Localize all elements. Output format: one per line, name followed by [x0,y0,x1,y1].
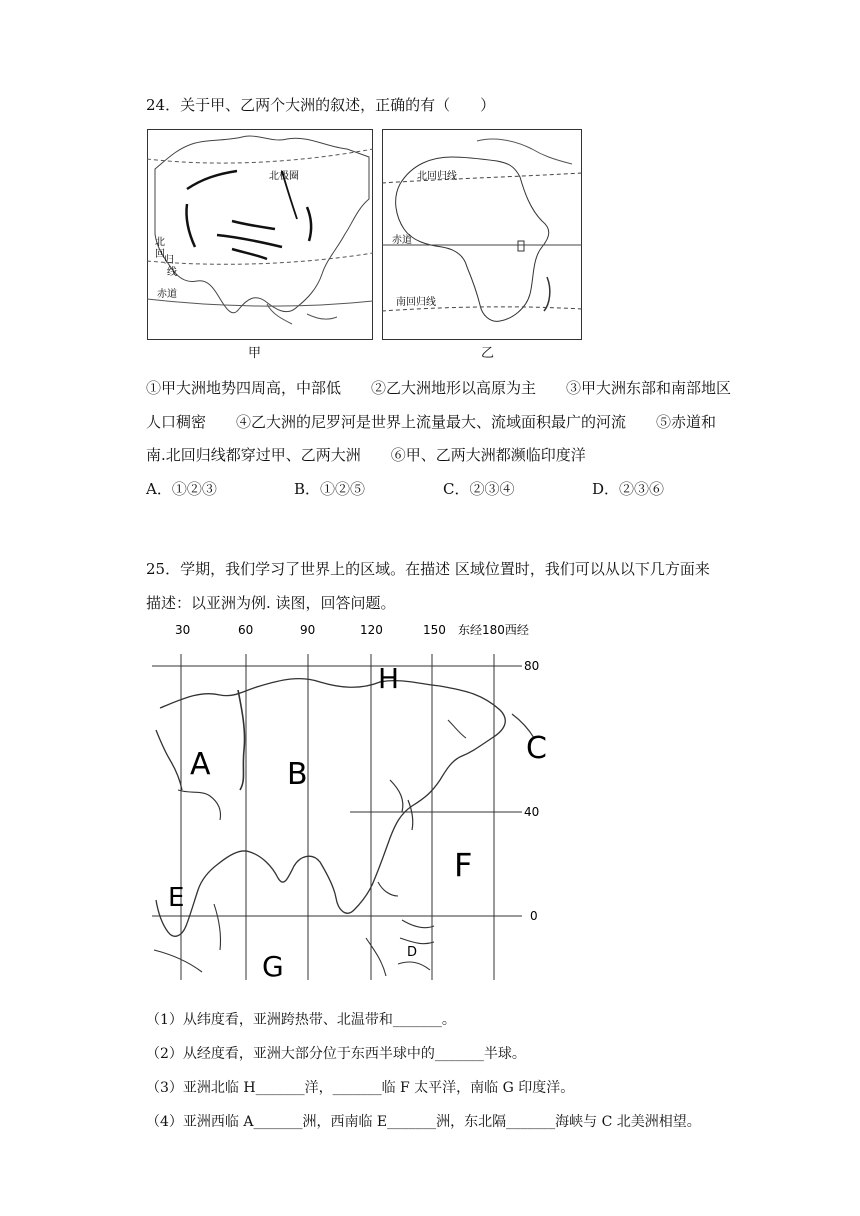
lat-label-40: 40 [524,805,540,819]
sub-question-3: （3）亚洲北临 H_______洋，_______临 F 太平洋，南临 G 印度洋。 [146,1080,575,1096]
lon-label-90: 90 [300,623,316,637]
lon-label-180: 东经180西经 [458,623,529,637]
region-label-c: C [526,731,547,766]
region-label-f: F [454,846,473,884]
lat-label-80: 80 [524,659,540,673]
tropic-label-1: 北 [155,237,165,248]
region-label-e: E [168,883,185,913]
statement-line-2: 人口稠密 ④乙大洲的尼罗河是世界上流量最大、流域面积最广的河流 ⑤赤道和 [146,413,717,431]
option-d: D．②③⑥ [592,480,665,498]
equator-label-jia: 赤道 [157,289,177,300]
question-25-intro-2: 描述：以亚洲为例. 读图，回答问题。 [146,594,396,612]
lat-label-0: 0 [530,909,538,923]
tropic-s-label-yi: 南回归线 [396,297,436,308]
region-label-b: B [287,757,308,792]
lon-label-30: 30 [175,623,191,637]
tropic-label-3: 归 [164,255,174,266]
region-label-a: A [190,747,211,782]
statement-line-1: ①甲大洲地势四周高，中部低 ②乙大洲地形以高原为主 ③甲大洲东部和南部地区 [146,379,732,397]
equator-label-yi: 赤道 [392,235,412,246]
lon-label-150: 150 [423,623,446,637]
region-label-g: G [262,950,284,982]
asia-location-map [150,620,550,982]
question-25-intro-1: 25．学期，我们学习了世界上的区域。在描述 区域位置时，我们可以从以下几方面来 [146,560,710,578]
option-a: A．①②③ [146,480,217,498]
lon-label-60: 60 [238,623,254,637]
tropic-n-label-yi: 北回归线 [417,171,457,182]
region-label-d: D [407,945,418,960]
tropic-label-4: 线 [167,267,177,278]
lon-label-120: 120 [360,623,383,637]
arctic-circle-label: 北极圈 [269,171,299,182]
region-label-h: H [378,662,400,695]
map-yi-caption: 乙 [481,346,495,361]
map-jia-caption: 甲 [248,346,262,361]
asia-map-jia [147,129,373,340]
sub-question-4: （4）亚洲西临 A_______洲，西南临 E_______洲，东北隔_______海峡与 C 北美洲相望。 [146,1114,701,1130]
sub-question-2: （2）从经度看，亚洲大部分位于东西半球中的_______半球。 [146,1046,526,1062]
africa-map-yi [382,129,582,340]
option-c: C．②③④ [443,480,515,498]
tropic-label-2: 回 [155,249,165,260]
question-24-title: 24．关于甲、乙两个大洲的叙述，正确的有（ ） [146,96,496,114]
option-b: B．①②⑤ [294,480,366,498]
statement-line-3: 南.北回归线都穿过甲、乙两大洲 ⑥甲、乙两大洲都濒临印度洋 [146,446,586,464]
sub-question-1: （1）从纬度看，亚洲跨热带、北温带和_______。 [146,1012,456,1028]
